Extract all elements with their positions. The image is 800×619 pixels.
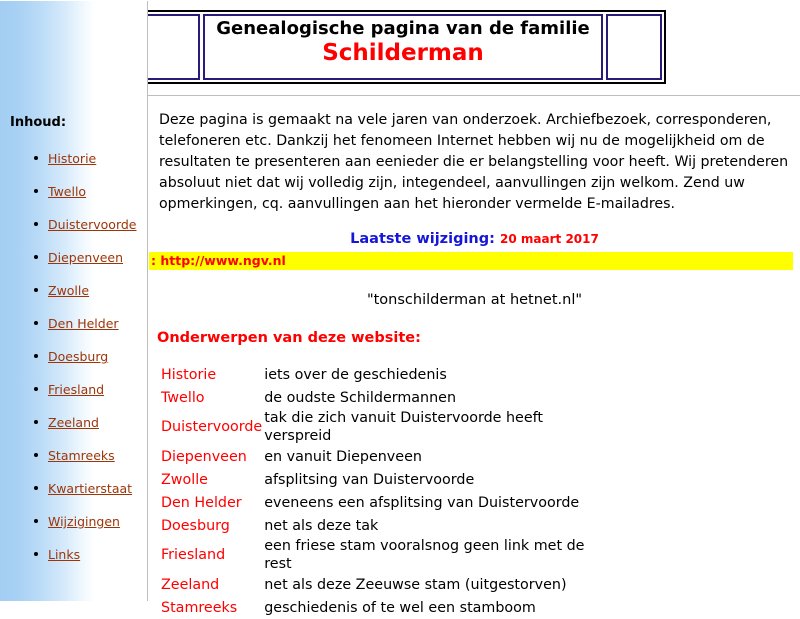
topic-name-diepenveen[interactable]: Diepenveen [161,448,247,465]
sidebar-link-twello[interactable]: Twello [48,184,87,199]
intro-paragraph: Deze pagina is gemaakt na vele jaren van onderzoek. Archiefbezoek, corresponderen, telefoneren etc. Dankzij het fenomeen Internet hebben wij nu de mogelijkheid om de resultaten te presenteren aan eenieder die er belangstelling voor heeft. Wij pretenderen absoluut niet dat wij volledig zijn, integendeel, aanvullingen zijn welkom. Zend uw opmerkingen, cq. aanvullingen aan het hieronder vermelde E-mailadres. [159,112,789,212]
sidebar-item-wijzigingen[interactable] [0,504,147,537]
sidebar-nav-list [0,131,147,570]
sidebar-item-twello[interactable] [0,174,147,207]
topic-desc-diepenveen: en vanuit Diepenveen [264,448,422,465]
table-row[interactable] [161,386,591,409]
sidebar-link-zwolle[interactable]: Zwolle [48,283,90,298]
last-modified-value: 20 maart 2017 [500,232,599,246]
sidebar [0,1,148,601]
bullet-icon [34,321,38,325]
topic-desc-duistervoorde: tak die zich vanuit Duistervoorde heeft verspreid [264,410,544,444]
sidebar-link-diepenveen[interactable]: Diepenveen [48,250,124,265]
bullet-icon [34,486,38,490]
table-row[interactable] [161,491,591,514]
topic-name-zwolle[interactable]: Zwolle [161,471,208,488]
bullet-icon [34,519,38,523]
email-address: "tonschilderman at hetnet.nl" [366,292,583,308]
topic-name-historie[interactable]: Historie [161,366,217,383]
main-content [149,96,800,616]
topic-name-duistervoorde[interactable]: Duistervoorde [161,419,263,435]
sidebar-item-den-helder[interactable] [0,306,147,339]
bullet-icon [34,156,38,160]
bullet-icon [34,420,38,424]
sidebar-item-diepenveen[interactable] [0,240,147,273]
topic-desc-historie: iets over de geschiedenis [264,366,447,383]
bullet-icon [34,453,38,457]
sidebar-item-kwartierstaat[interactable] [0,471,147,504]
topic-desc-den-helder: eveneens een afsplitsing van Duistervoorde [264,494,580,511]
sidebar-item-duistervoorde[interactable] [0,207,147,240]
table-row[interactable] [161,445,591,468]
sidebar-link-duistervoorde[interactable]: Duistervoorde [48,217,137,232]
sidebar-inner [0,96,147,570]
sidebar-item-friesland[interactable] [0,372,147,405]
topic-name-den-helder[interactable]: Den Helder [161,494,242,511]
table-row[interactable] [161,514,591,537]
topic-desc-zwolle: afsplitsing van Duistervoorde [264,471,475,488]
table-row[interactable] [161,573,591,596]
header-right-cell [606,14,662,80]
topic-desc-stamreeks: geschiedenis of te wel een stamboom [264,599,536,616]
sidebar-link-friesland[interactable]: Friesland [48,382,105,397]
sidebar-link-doesburg[interactable]: Doesburg [48,349,109,364]
bullet-icon [34,222,38,226]
topic-name-friesland[interactable]: Friesland [161,547,226,563]
sidebar-link-zeeland[interactable]: Zeeland [48,415,99,430]
header-title-cell [203,14,603,80]
bullet-icon [34,288,38,292]
sidebar-link-den-helder[interactable]: Den Helder [48,316,119,331]
bullet-icon [34,387,38,391]
topics-table [161,363,591,619]
page-title-family-name: Schilderman [322,40,484,66]
ngv-link[interactable]: : http://www.ngv.nl [151,253,286,268]
header-banner-table [134,10,666,84]
topics-heading: Onderwerpen van deze website: [157,330,421,346]
sidebar-link-historie[interactable]: Historie [48,151,97,166]
topic-name-doesburg[interactable]: Doesburg [161,517,230,534]
topic-name-stamreeks[interactable]: Stamreeks [161,599,238,616]
topic-desc-twello: de oudste Schildermannen [264,389,457,406]
sidebar-item-zwolle[interactable] [0,273,147,306]
sidebar-item-doesburg[interactable] [0,339,147,372]
topic-desc-friesland: een friese stam vooralsnog geen link met de rest [264,538,585,572]
sidebar-item-links[interactable] [0,537,147,570]
bullet-icon [34,255,38,259]
bullet-icon [34,354,38,358]
topic-desc-zeeland: net als deze Zeeuwse stam (uitgestorven) [264,576,567,593]
sidebar-link-stamreeks[interactable]: Stamreeks [48,448,115,463]
topic-name-twello[interactable]: Twello [161,389,205,406]
sidebar-item-zeeland[interactable] [0,405,147,438]
page-body [0,95,800,616]
sidebar-link-wijzigingen[interactable]: Wijzigingen [48,514,120,529]
topic-desc-doesburg: net als deze tak [264,517,379,534]
bullet-icon [34,189,38,193]
table-row[interactable] [161,468,591,491]
topic-name-zeeland[interactable]: Zeeland [161,576,220,593]
ngv-highlight-bar[interactable] [149,252,793,270]
last-modified-label: Laatste wijziging: [350,231,495,247]
bullet-icon [34,552,38,556]
table-row[interactable] [161,596,591,619]
sidebar-link-links[interactable]: Links [48,547,81,562]
sidebar-heading: Inhoud: [10,115,67,130]
table-row[interactable] [161,363,591,386]
sidebar-item-stamreeks[interactable] [0,438,147,471]
sidebar-item-historie[interactable] [0,141,147,174]
page-title-line1: Genealogische pagina van de familie [216,18,590,39]
table-row[interactable] [161,537,591,573]
last-modified-line [149,215,800,248]
sidebar-link-kwartierstaat[interactable]: Kwartierstaat [48,481,133,496]
table-row[interactable] [161,409,591,445]
